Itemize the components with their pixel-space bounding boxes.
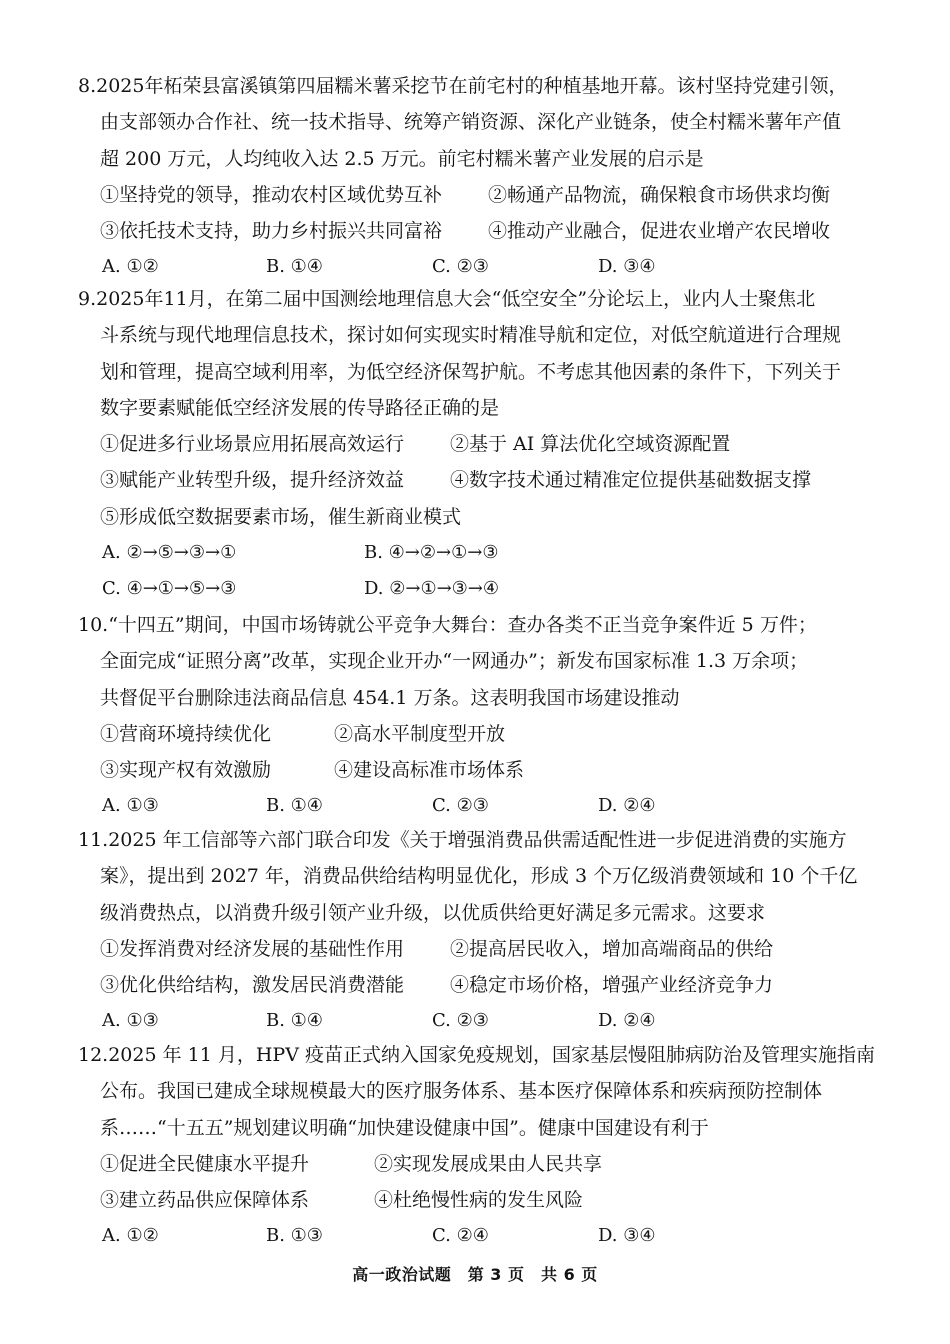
question-stem-line: 共督促平台删除违法商品信息 454.1 万条。这表明我国市场建设推动 [100, 686, 680, 709]
answer-choice-a[interactable]: A. ①③ [102, 1010, 159, 1032]
option-1: ①发挥消费对经济发展的基础性作用 [100, 937, 405, 960]
option-1: ①坚持党的领导，推动农村区域优势互补 [100, 183, 443, 206]
question-stem-line: 10.“十四五”期间，中国市场铸就公平竞争大舞台：查办各类不正当竞争案件近 5 万件； [78, 614, 817, 636]
question-stem-line: 11.2025 年工信部等六部门联合印发《关于增强消费品供需适配性进一步促进消费的实施方 [78, 829, 847, 851]
question-stem-line: 9.2025年11月，在第二届中国测绘地理信息大会“低空安全”分论坛上，业内人士聚焦北 [78, 288, 816, 310]
option-2: ②高水平制度型开放 [334, 722, 506, 745]
answer-choice-b[interactable]: B. ①④ [266, 1010, 323, 1032]
answer-row [78, 1003, 878, 1039]
option-row [78, 752, 878, 788]
option-4: ④数字技术通过精准定位提供基础数据支撑 [450, 469, 812, 492]
question-stem-line: 公布。我国已建成全球规模最大的医疗服务体系、基本医疗保障体系和疾病预防控制体 [100, 1080, 823, 1103]
option-4: ④稳定市场价格，增强产业经济竞争力 [450, 974, 774, 997]
option-4: ④杜绝慢性病的发生风险 [374, 1189, 584, 1212]
option-3: ③赋能产业转型升级，提升经济效益 [100, 469, 405, 492]
answer-choice-d[interactable]: D. ②④ [598, 795, 656, 817]
option-5: ⑤形成低空数据要素市场，催生新商业模式 [100, 505, 462, 528]
option-row [78, 931, 878, 967]
option-row [78, 462, 878, 498]
option-3: ③建立药品供应保障体系 [100, 1189, 310, 1212]
option-3: ③实现产权有效激励 [100, 759, 272, 782]
option-4: ④建设高标准市场体系 [334, 759, 525, 782]
question-stem-line: 8.2025年柘荣县富溪镇第四届糯米薯采挖节在前宅村的种植基地开幕。该村坚持党建引领， [78, 75, 848, 97]
question-10 [78, 607, 878, 825]
answer-choice-a[interactable]: A. ①② [102, 1225, 159, 1247]
answer-choice-a[interactable]: A. ②→⑤→③→① [102, 542, 237, 564]
answer-choice-b[interactable]: B. ①③ [266, 1225, 323, 1247]
question-stem-line: 案》，提出到 2027 年，消费品供给结构明显优化，形成 3 个万亿级消费领域和 10 个千亿 [100, 865, 858, 888]
option-row [78, 177, 878, 213]
question-stem-line: 数字要素赋能低空经济发展的传导路径正确的是 [100, 396, 500, 419]
option-row [78, 967, 878, 1003]
option-row [78, 213, 878, 249]
option-2: ②基于 AI 算法优化空域资源配置 [450, 433, 731, 456]
option-4: ④推动产业融合，促进农业增产农民增收 [488, 220, 831, 243]
option-3: ③依托技术支持，助力乡村振兴共同富裕 [100, 220, 443, 243]
answer-choice-c[interactable]: C. ②③ [432, 795, 489, 817]
answer-row [78, 535, 878, 571]
question-8 [78, 68, 878, 286]
question-9 [78, 281, 878, 608]
answer-row [78, 788, 878, 824]
answer-row [78, 1218, 878, 1254]
option-2: ②提高居民收入，增加高端商品的供给 [450, 937, 774, 960]
option-1: ①促进多行业场景应用拓展高效运行 [100, 433, 405, 456]
option-1: ①促进全民健康水平提升 [100, 1152, 310, 1175]
answer-choice-c[interactable]: C. ②③ [432, 256, 489, 278]
question-stem-line: 12.2025 年 11 月，HPV 疫苗正式纳入国家免疫规划，国家基层慢阻肺病防治及管理实施指南 [78, 1044, 875, 1066]
answer-choice-d[interactable]: D. ③④ [598, 256, 656, 278]
option-row [78, 426, 878, 462]
option-row [78, 1182, 878, 1218]
option-2: ②实现发展成果由人民共享 [374, 1152, 603, 1175]
option-row [78, 716, 878, 752]
answer-choice-d[interactable]: D. ②→①→③→④ [364, 578, 500, 600]
answer-choice-c[interactable]: C. ②④ [432, 1225, 489, 1247]
question-11 [78, 822, 878, 1040]
option-row [78, 1146, 878, 1182]
option-row [78, 499, 878, 535]
question-12 [78, 1037, 878, 1255]
question-stem-line: 系……“十五五”规划建议明确“加快建设健康中国”。健康中国建设有利于 [100, 1116, 709, 1139]
answer-choice-d[interactable]: D. ③④ [598, 1225, 656, 1247]
answer-choice-c[interactable]: C. ④→①→⑤→③ [102, 578, 237, 600]
question-stem-line: 超 200 万元，人均纯收入达 2.5 万元。前宅村糯米薯产业发展的启示是 [100, 147, 704, 170]
question-stem-line: 斗系统与现代地理信息技术，探讨如何实现实时精准导航和定位，对低空航道进行合理规 [100, 324, 842, 347]
answer-choice-b[interactable]: B. ①④ [266, 795, 323, 817]
question-stem-line: 由支部领办合作社、统一技术指导、统筹产销资源、深化产业链条，使全村糯米薯年产值 [100, 111, 842, 134]
option-3: ③优化供给结构，激发居民消费潜能 [100, 974, 405, 997]
question-stem-line: 全面完成“证照分离”改革，实现企业开办“一网通办”；新发布国家标准 1.3 万余项； [100, 650, 809, 673]
answer-choice-d[interactable]: D. ②④ [598, 1010, 656, 1032]
question-stem-line: 级消费热点，以消费升级引领产业升级，以优质供给更好满足多元需求。这要求 [100, 901, 766, 924]
answer-choice-a[interactable]: A. ①③ [102, 795, 159, 817]
question-stem-line: 划和管理，提高空域利用率，为低空经济保驾护航。不考虑其他因素的条件下，下列关于 [100, 360, 842, 383]
answer-choice-b[interactable]: B. ④→②→①→③ [364, 542, 499, 564]
option-2: ②畅通产品物流，确保粮食市场供求均衡 [488, 183, 831, 206]
answer-choice-a[interactable]: A. ①② [102, 256, 159, 278]
answer-choice-b[interactable]: B. ①④ [266, 256, 323, 278]
page-footer: 高一政治试题 第 3 页 共 6 页 [352, 1265, 598, 1284]
option-1: ①营商环境持续优化 [100, 722, 272, 745]
answer-choice-c[interactable]: C. ②③ [432, 1010, 489, 1032]
answer-row [78, 571, 878, 607]
